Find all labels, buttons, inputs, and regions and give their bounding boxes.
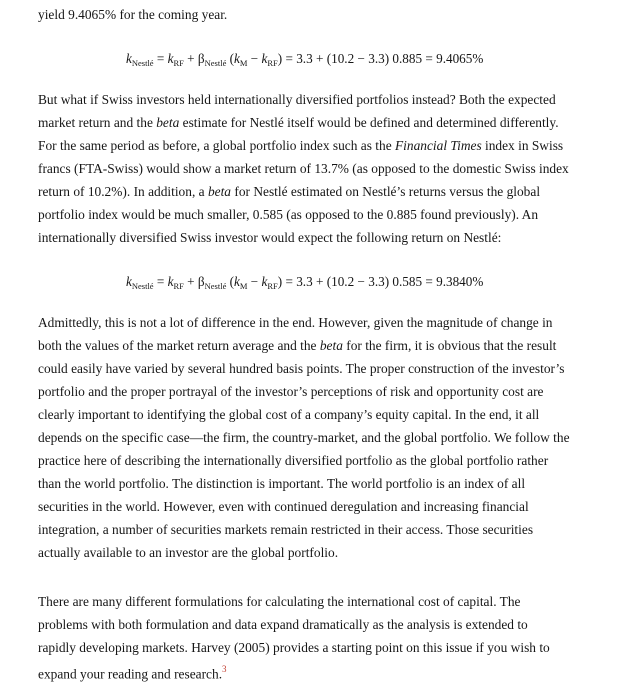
p3-line-6: depends on the specific case—the firm, the country-market, and the global portfolio. We follow the — [38, 430, 570, 445]
p3-l2-b: for the firm, it is obvious that the result — [342, 338, 557, 353]
p2-line-3 — [38, 137, 563, 154]
p2-line-7: internationally diversified Swiss investor would expect the following return on Nestlé: — [38, 230, 502, 245]
p3-line-2 — [38, 337, 556, 354]
eq1-k-m-sub: M — [239, 58, 248, 68]
eq1-k-rf: k — [167, 51, 174, 66]
p2-l2-a: market return and the — [38, 115, 157, 130]
p3-line-10: integration, a number of securities markets remain restricted in their access. Those securities — [38, 522, 534, 537]
eq2-k-rf-sub: RF — [173, 281, 184, 291]
eq1-beta: β — [197, 51, 205, 66]
eq2-k-nestle: k — [126, 274, 132, 289]
eq1-k-rf-2-sub: RF — [267, 58, 278, 68]
p2-line-5 — [38, 183, 540, 200]
p4-line-4 — [38, 662, 227, 682]
p2-l3-b: index in Swiss — [481, 138, 564, 153]
eq1-k-m: k — [234, 51, 240, 66]
equation-1: $k_{Nestlé} = k_{RF} + \beta_{Nestlé}$ $(k_M - k_{RF}) = 3.3 + (10.2 - 3.3) 0.885 = 9.4065\%$ — [126, 51, 484, 68]
eq2-k-rf: k — [167, 274, 174, 289]
p3-line-8: than the world portfolio. The distinction is important. The world portfolio is an index of all — [38, 476, 526, 491]
eq2-k-m-sub: M — [239, 281, 248, 291]
p4-line-3: rapidly developing markets. Harvey (2005) provides a starting point on this issue if you wish to — [38, 640, 550, 655]
p2-line-4: francs (FTA-Swiss) would show a market return of 13.7% (as opposed to the domestic Swiss index — [38, 161, 569, 176]
p2-l3-a: For the same period as before, a global portfolio index such as the — [38, 138, 395, 153]
eq2-values: = 3.3 + (10.2 − 3.3) 0.585 = 9.3840% — [285, 274, 484, 289]
eq2-k-rf-2: k — [261, 274, 268, 289]
p2-l2-em: beta — [156, 115, 180, 130]
p2-line-6: portfolio index would be much smaller, 0.585 (as opposed to the 0.885 found previously). An — [38, 207, 539, 222]
p2-l5-a: return of 10.2%). In addition, a — [38, 184, 208, 199]
p2-l3-em: Financial Times — [394, 138, 482, 153]
p3-line-3: could easily have varied by several hundred basis points. The proper construction of the investor’s — [38, 361, 565, 376]
p3-l2-a: both the values of the market return average and the — [38, 338, 320, 353]
footnote-ref-3[interactable]: 3 — [222, 664, 227, 674]
eq1-values: = 3.3 + (10.2 − 3.3) 0.885 = 9.4065% — [285, 51, 484, 66]
p2-l2-b: estimate for Nestlé itself would be defined and determined differently. — [179, 115, 559, 130]
intro-line: yield 9.4065% for the coming year. — [38, 7, 228, 22]
p2-l5-em: beta — [207, 184, 232, 199]
eq2-beta: β — [197, 274, 205, 289]
p2-line-1: But what if Swiss investors held internationally diversified portfolios instead? Both the expected — [38, 92, 556, 107]
p3-l2-em: beta — [319, 338, 343, 353]
p2-l5-b: for Nestlé estimated on Nestlé’s returns versus the global — [231, 184, 541, 199]
p4-line-2: problems with both formulation and data expand dramatically as the analysis is extended to — [38, 617, 528, 632]
eq1-k-nestle-sub: Nestlé — [131, 58, 154, 68]
p3-line-5: clearly important to identifying the global cost of a company’s equity capital. In the end, it all — [38, 407, 540, 422]
p3-line-1: Admittedly, this is not a lot of difference in the end. However, given the magnitude of change in — [38, 315, 553, 330]
eq2-k-rf-2-sub: RF — [267, 281, 278, 291]
p2-line-2 — [38, 114, 559, 131]
eq1-beta-sub: Nestlé — [204, 58, 227, 68]
p4-l4-text: expand your reading and research. — [38, 666, 223, 682]
eq1-k-rf-sub: RF — [173, 58, 184, 68]
eq2-beta-sub: Nestlé — [204, 281, 227, 291]
eq1-k-rf-2: k — [261, 51, 268, 66]
p4-line-1: There are many different formulations for calculating the international cost of capital. The — [38, 594, 521, 609]
p3-line-7: practice here of describing the internationally diversified portfolio as the global portfolio rather — [38, 453, 549, 468]
p3-line-4: portfolio and the proper portrayal of the investor’s perceptions of risk and opportunity cost are — [38, 384, 544, 399]
p3-line-11: actually available to an investor are the global portfolio. — [38, 545, 339, 560]
eq2-k-m: k — [234, 274, 240, 289]
p3-line-9: securities in the world. However, even with continued deregulation and increasing financial — [38, 499, 529, 514]
equation-2: $k_{Nestlé} = k_{RF} + \beta_{Nestlé}$ $(k_M - k_{RF}) = 3.3 + (10.2 - 3.3) 0.585 = 9.3840\%$ — [126, 274, 484, 291]
eq2-k-nestle-sub: Nestlé — [131, 281, 154, 291]
eq1-k-nestle: k — [126, 51, 132, 66]
